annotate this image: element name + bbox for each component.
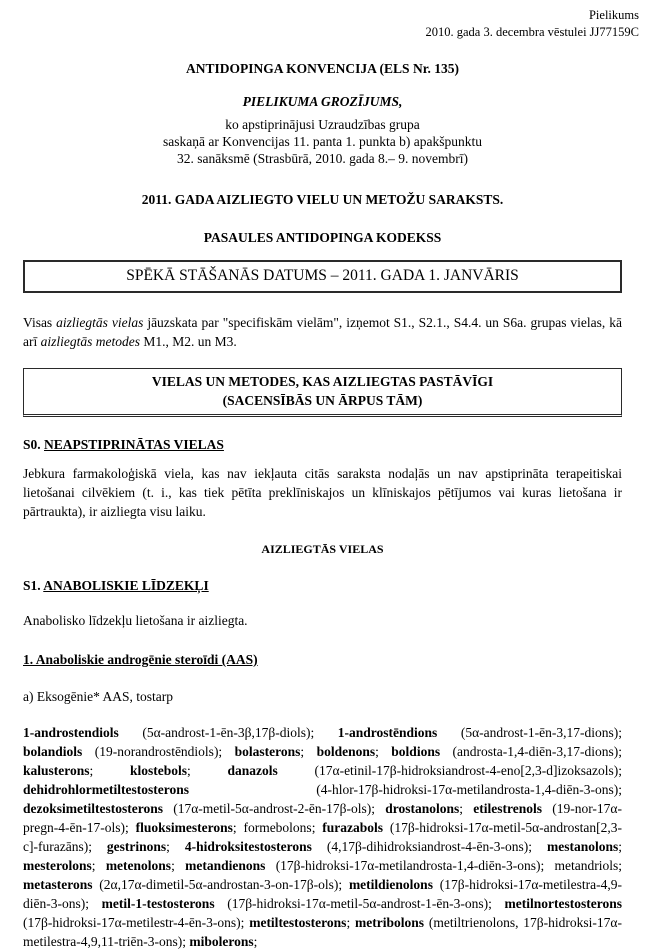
- prohibited-at-all-times-box: [23, 368, 622, 417]
- section-s1-paragraph: Anabolisko līdzekļu lietošana ir aizliegta.: [23, 613, 248, 628]
- effective-date-box: [23, 260, 622, 293]
- header-note-line1: Pielikums: [588, 8, 639, 22]
- effective-date-text: SPĒKĀ STĀŠANĀS DATUMS – 2011. GADA 1. JANVĀRIS: [126, 267, 519, 284]
- document-content: [0, 59, 645, 951]
- intro-paragraph: Visas aizliegtās vielas jāuzskata par "specifiskām vielām", izņemot S1., S2.1., S4.4. un S6a. grupas vielas, kā arī aizliegtās metodes M1., M2. un M3.: [23, 315, 622, 349]
- prohibited-list-title: 2011. GADA AIZLIEGTO VIELU UN METOŽU SARAKSTS.: [141, 192, 504, 207]
- substances-paragraph: 1-androstendiols (5α-androst-1-ēn-3β,17β-diols); 1-androstēndions (5α-androst-1-ēn-3,17-dions); bolandiols (19-norandrostēndiols); bolasterons; boldenons; boldions (androsta-1,4-diēn-3,17-dions); kalusterons; klostebols; danazols (17α-etinil-17β-hidroksiandrost-4-eno[2,3-d]izoksazols); dehidrohlormetiltestosterons (4-hlor-17β-hidroksi-17α-metilandrosta-1,4-diēn-3-ons); dezoksimetiltestosterons (17α-metil-5α-androst-2-ēn-17β-ols); drostanolons; etilestrenols (19-nor-17α-pregn-4-ēn-17-ols); fluoksimesterons; formebolons; furazabols (17β-hidroksi-17α-metil-5α-androstan[2,3-c]-furazāns); gestrinons; 4-hidroksitestosterons (4,17β-dihidroksiandrost-4-ēn-3-ons); mestanolons; mesterolons; metenolons; metandienons (17β-hidroksi-17α-metilandrosta-1,4-diēn-3-ons); metandriols; metasterons (2α,17α-dimetil-5α-androstan-3-on-17β-ols); metildienolons (17β-hidroksi-17α-metilestra-4,9-diēn-3-ons); metil-1-testosterons (17β-hidroksi-17α-metil-5α-androst-1-ēn-3-ons); metilnortestosterons (17β-hidroksi-17α-metilestr-4-ēn-3-ons); metiltestosterons; metribolons (metiltrienolons, 17β-hidroksi-17α-metilestra-4,9,11-triēn-3-ons); mibolerons;: [23, 725, 623, 949]
- aas-subsection-heading: 1. Anaboliskie androgēnie steroīdi (AAS): [23, 652, 258, 667]
- section-s1-heading: S1. ANABOLISKIE LĪDZEKĻI: [23, 578, 209, 593]
- convention-title: ANTIDOPINGA KONVENCIJA (ELS Nr. 135): [186, 61, 459, 76]
- prohibited-box-line1: VIELAS UN METODES, KAS AIZLIEGTAS PASTĀVĪGI: [151, 374, 494, 389]
- prohibited-substances-label: AIZLIEGTĀS VIELAS: [261, 542, 384, 556]
- section-s0-heading: S0. NEAPSTIPRINĀTAS VIELAS: [23, 437, 224, 452]
- code-title: PASAULES ANTIDOPINGA KODEKSS: [203, 230, 442, 245]
- page-header-note: [0, 0, 645, 41]
- amendment-subtitle-3: 32. sanāksmē (Strasbūrā, 2010. gada 8.– 9. novembrī): [177, 151, 468, 166]
- header-note-line2: 2010. gada 3. decembra vēstulei JJ77159C: [425, 25, 639, 39]
- exogenous-aas-label: a) Eksogēnie* AAS, tostarp: [23, 689, 173, 704]
- amendment-subtitle-1: ko apstiprinājusi Uzraudzības grupa: [225, 117, 420, 132]
- section-s0-paragraph: Jebkura farmakoloģiskā viela, kas nav iekļauta citās saraksta nodaļās un nav apstiprināta terapeitiskai lietošanai cilvēkiem (t. i., kas tiek pētīta preklīniskajos un klīniskajos pētījumos vai kuras lietošana ir pārtraukta), ir aizliegta visu laiku.: [23, 466, 622, 519]
- amendment-title: PIELIKUMA GROZĪJUMS,: [242, 94, 403, 109]
- prohibited-box-line2: (SACENSĪBĀS UN ĀRPUS TĀM): [222, 393, 423, 408]
- amendment-subtitle-2: saskaņā ar Konvencijas 11. panta 1. punkta b) apakšpunktu: [163, 134, 482, 149]
